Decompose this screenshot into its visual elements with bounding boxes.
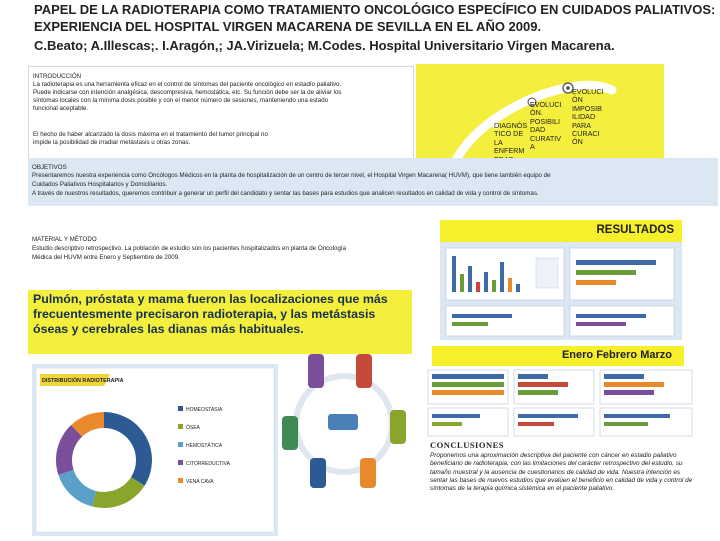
cycle-node <box>390 410 406 444</box>
legend-swatch <box>178 406 183 411</box>
legend-swatch <box>178 460 183 465</box>
poster-title-line1: PAPEL DE LA RADIOTERAPIA COMO TRATAMIENTO ONCOLÓGICO ESPECÍFICO EN CUIDADOS PALIATIVOS: <box>34 2 716 17</box>
key-finding-text: Pulmón, próstata y mama fueron las localizaciones que más frecuentesmente precisaron radioterapia, y las metástasis óseas y cerebrales las dianas más habituales. <box>33 292 388 337</box>
intro-line: La radioterapia es una herramienta eficaz en el control de síntomas del paciente oncológico en estadío paliativo. <box>33 81 342 88</box>
objectives-line: A través de nuestros resultados, queremos contribuir a generar un perfil del candidato y sentar las bases para estudios que analicen resultados en calidad de vida y control de síntomas. <box>32 190 539 197</box>
legend-label: VENA CAVA <box>186 479 214 485</box>
legend-swatch <box>178 478 183 483</box>
diagram-label-curable: EVOLUCI ÓN. POSIBILI DAD CURATIV A <box>530 100 562 152</box>
cycle-node <box>360 458 376 488</box>
poster-header <box>0 0 720 62</box>
legend-swatch <box>178 424 183 429</box>
key-finding-callout <box>28 290 412 354</box>
legend-label: HOMEOSTASIA <box>186 407 223 413</box>
diagram-label-diagnosis: DIAGNÓS TICO DE LA ENFERM <box>494 121 528 156</box>
cycle-center-node <box>328 414 358 430</box>
conclusions-heading: CONCLUSIONES <box>430 440 505 450</box>
intro-line: El hecho de haber alcanzado la dosis máxima en el tratamiento del tumor principal no <box>33 131 268 138</box>
treatment-cycle-diagram <box>280 346 410 494</box>
legend-label: HEMOSTÁTICA <box>186 443 223 449</box>
poster-title-line2: EXPERIENCIA DEL HOSPITAL VIRGEN MACARENA DE SEVILLA EN EL AÑO 2009. <box>34 19 542 34</box>
distribution-title: DISTRIBUCIÓN RADIOTERAPIA <box>42 378 124 384</box>
diagram-label-incurable: EVOLUCI ÓN IMPOSIB ILIDAD PARA CURACI ÓN <box>572 87 604 147</box>
intro-line: síntomas locales con la mínima dosis posible y con el menor número de sesiones, manteniendo una estado <box>33 97 329 104</box>
distribution-chart-svg <box>32 364 278 536</box>
conclusions-text: Proponemos una aproximación descriptiva del paciente con cáncer en estadio paliativo beneficiario de radioterapia, con las limitaciones del carácter retrospectivo del estudio, su tamaño muestral y la ausencia de cuestionarios de calidad de vida. Nuestra intención es sentar las bases de nuevos estudios que evalúen el beneficio en calidad de vida y control de síntomas de la terapia química sistémica en el paciente paliativo. <box>430 452 693 493</box>
results-panel <box>440 242 682 340</box>
intro-line: impide la posibilidad de irradiar metástasis u otras zonas. <box>33 139 191 146</box>
method-heading: MATERIAL Y MÉTODO <box>32 236 97 243</box>
objectives-line: Cuidados Paliativos Hospitalarios y Domiciliarios. <box>32 181 168 188</box>
legend-label: ÓSEA <box>186 425 200 431</box>
legend-swatch <box>178 442 183 447</box>
introduction-section <box>28 66 414 160</box>
conclusions-section <box>426 440 696 536</box>
results-title: RESULTADOS <box>440 220 682 242</box>
intro-heading: INTRODUCCIÓN <box>33 73 82 80</box>
objectives-section <box>28 158 718 206</box>
cycle-node <box>310 458 326 488</box>
objectives-heading: OBJETIVOS <box>32 164 67 171</box>
intro-line: Puede indicarse con intención analgésica, descompresiva, hemostática, etc. Su función debe ser la de aliviar los <box>33 89 342 96</box>
objectives-line: Presentaremos nuestra experiencia como Oncólogos Médicos en la planta de hospitalización de un centro de tercer nivel, el Hospital Virgen Macarena( HUVM), que tiene también equipo de <box>32 172 551 179</box>
radiotherapy-distribution-chart <box>32 364 278 536</box>
legend-label: CITORREDUCTIVA <box>186 461 230 467</box>
method-line: Estudio descriptivo retrospectivo. La población de estudio son los pacientes hospitalizados en planta de Oncología <box>32 245 347 252</box>
months-label: Enero Febrero Marzo <box>432 346 684 366</box>
intro-line: funcional aceptable. <box>33 105 89 112</box>
method-line: Médica del HUVM entre Enero y Septiembre de 2009. <box>32 254 180 261</box>
cycle-node <box>308 354 324 388</box>
monthly-charts-gallery <box>426 368 696 438</box>
cycle-node <box>356 354 372 388</box>
cycle-node <box>282 416 298 450</box>
results-thumbnails <box>440 242 682 340</box>
method-section <box>28 236 410 274</box>
poster-authors: C.Beato; A.Illescas;. I.Aragón,; JA.Virizuela; M.Codes. Hospital Universitario Virgen Macarena. <box>34 38 615 53</box>
